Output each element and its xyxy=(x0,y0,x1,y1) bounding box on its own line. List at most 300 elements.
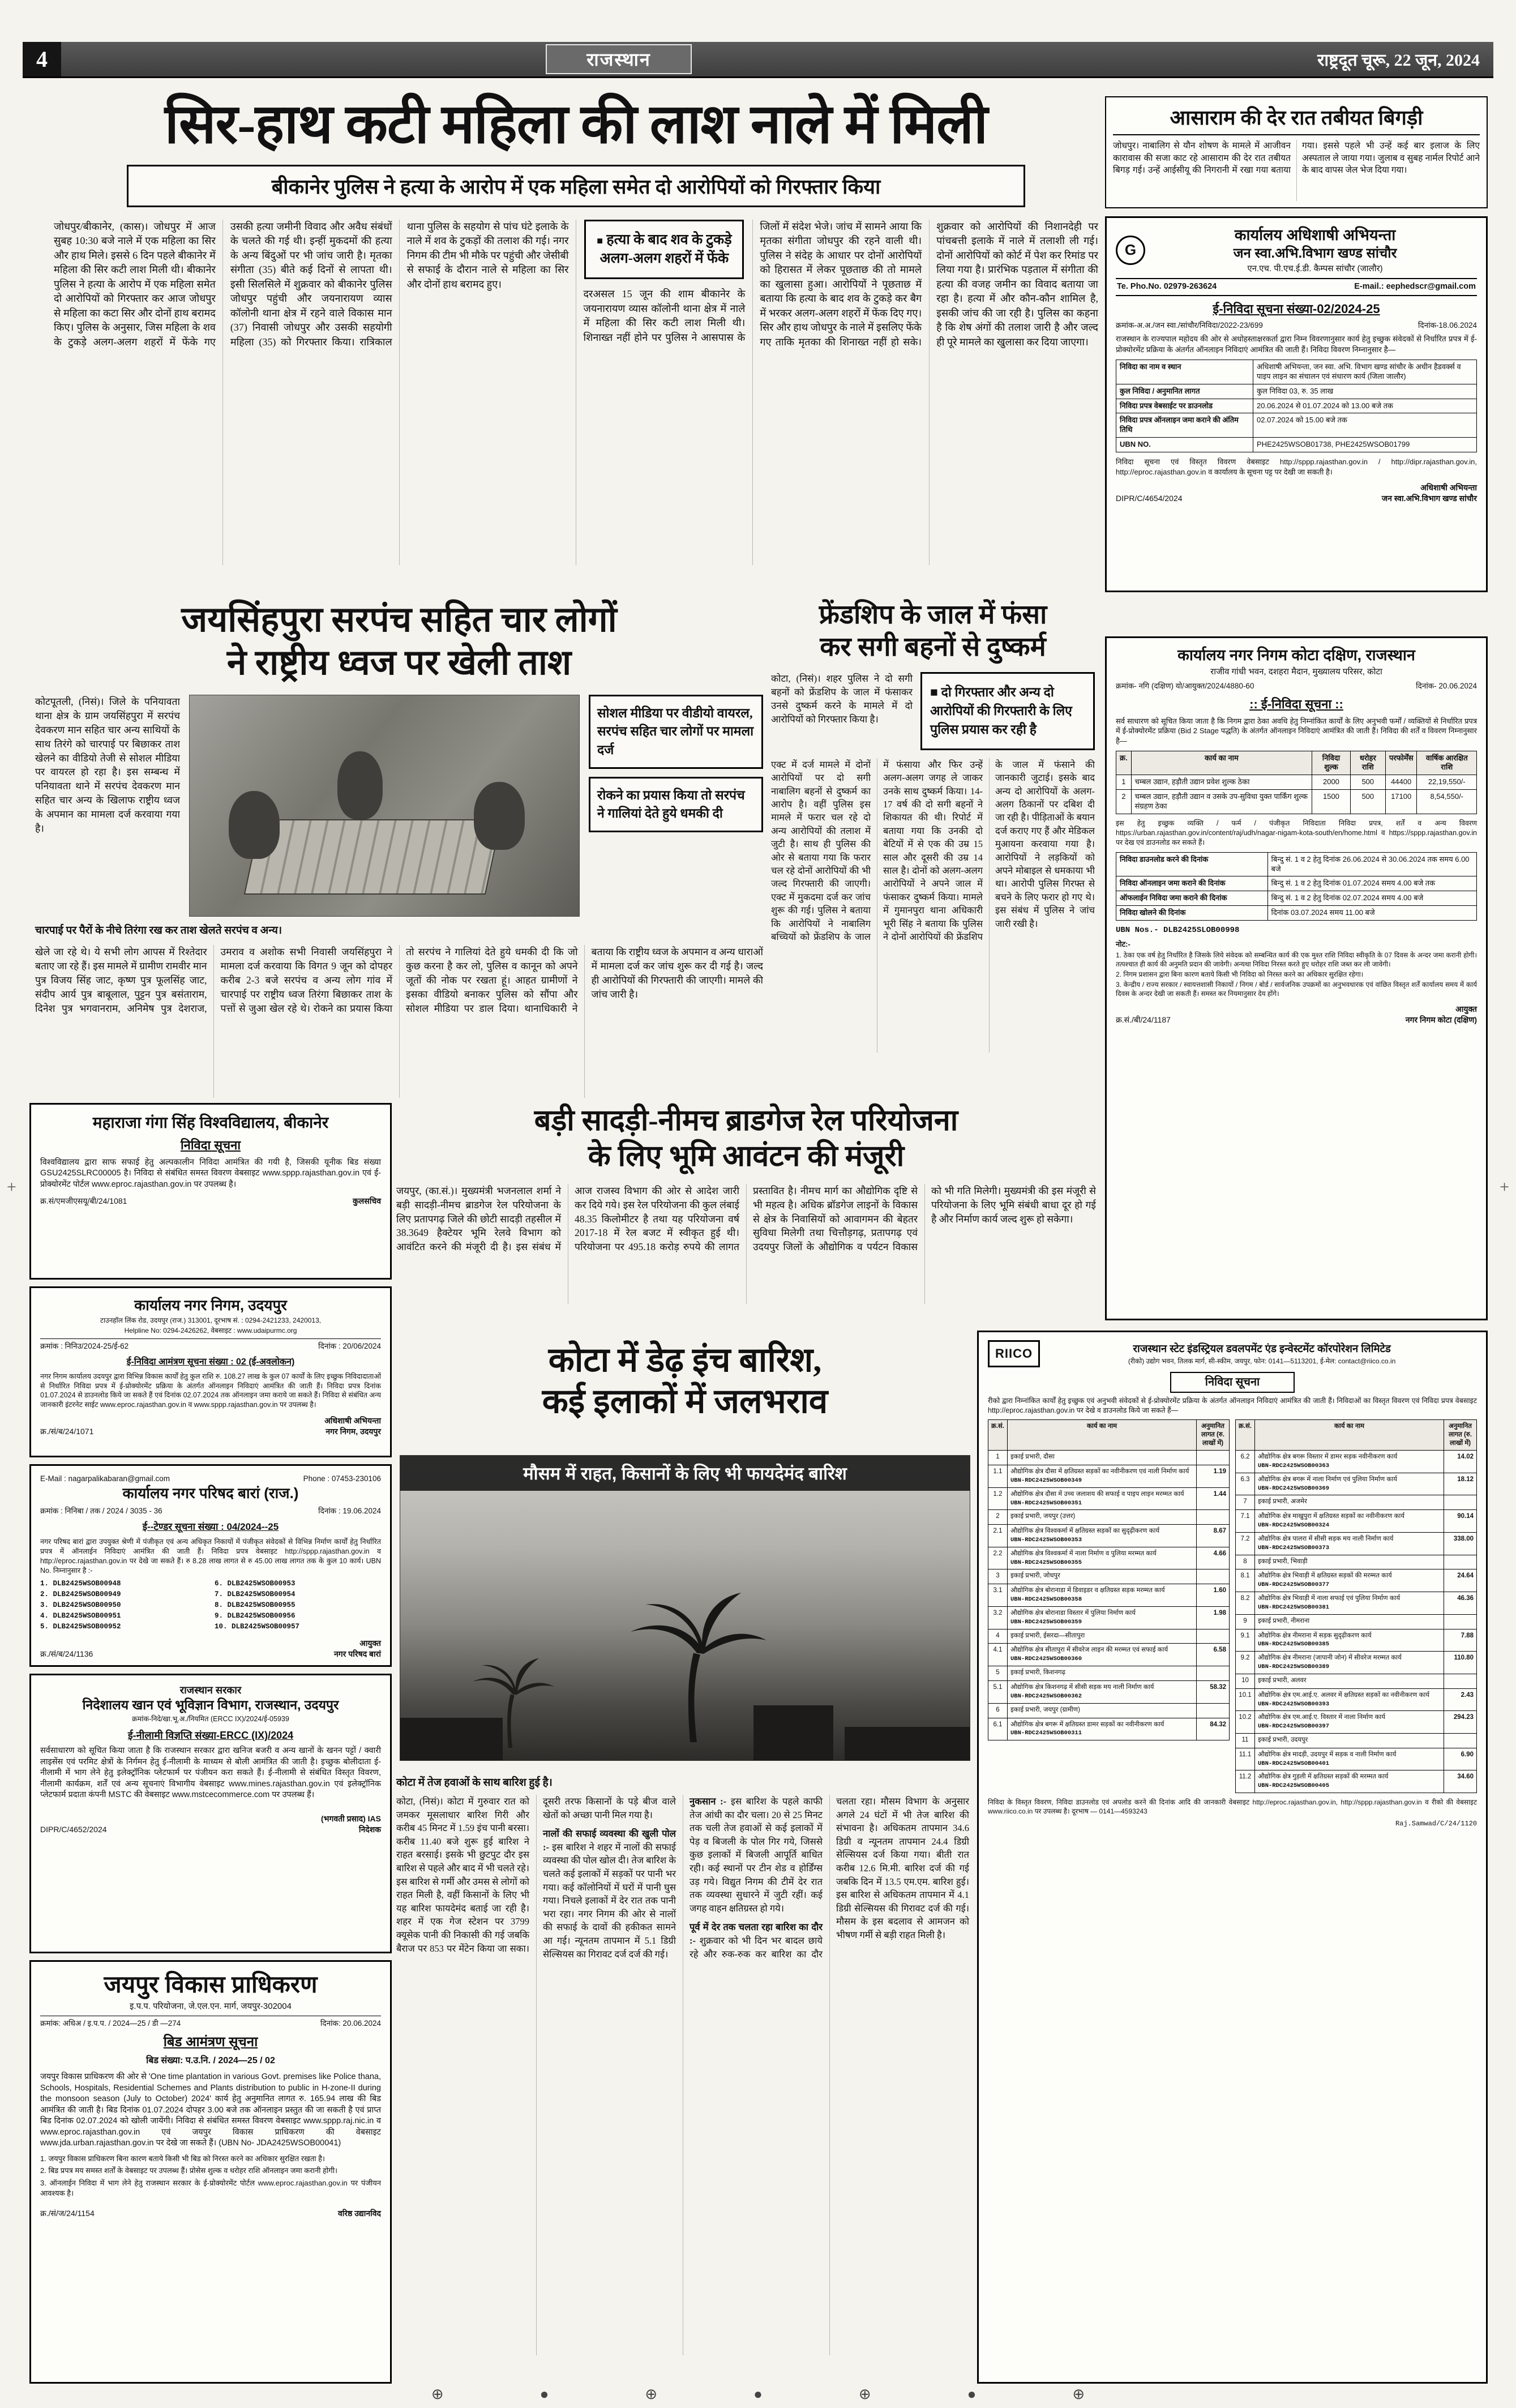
person-silhouette xyxy=(337,751,383,819)
tender-field-value: PHE2425WSOB01738, PHE2425WSOB01799 xyxy=(1253,438,1477,452)
riico-table-right xyxy=(1235,1419,1477,1793)
print-mark-icon: ● xyxy=(753,2386,763,2402)
cell-work-name: औद्योगिक क्षेत्र नीमराना (जापानी जोन) में सीवरेज मरम्मत कार्य xyxy=(1258,1654,1402,1662)
cell-serial: 11.2 xyxy=(1236,1770,1255,1793)
lead-pullquote xyxy=(584,220,744,280)
cell-ubn: UBN-RDC2425WSOB00360 xyxy=(1010,1656,1082,1663)
cell-serial: 7.1 xyxy=(1236,1510,1255,1533)
tender-field-label: UBN NO. xyxy=(1116,438,1253,452)
kota-south-notes-title: नोट:- xyxy=(1116,939,1130,948)
tender-field-value: कुल निविदा 03, रु. 35 लाख xyxy=(1253,384,1477,399)
schedule-label: निविदा डाउनलोड करने की दिनांक xyxy=(1116,852,1268,876)
cell-serial: 2.2 xyxy=(988,1547,1008,1569)
jda-signature: वरिष्ठ उद्यानविद xyxy=(337,2209,381,2218)
rain-paragraph-text: शुक्रवार को भी दिन भर बादल छाये रहे और रुक-रुक कर बारिश का दौर चलता रहा। मौसम विभाग के अनुसार अगले 24 घंटों में भी तेज बारिश की संभावना है। अधिकतम तापमान 34.6 डिग्री व न्यूनतम तापमान 24.4 डिग्री सेल्सियस दर्ज किया गया। बीती रात करीब 12.6 मि.मी. बारिश दर्ज की गई जबकि दिन में 13.5 एम.एम. बारिश हुई। इस बारिश से अधिकतम तापमान में 4.1 डिग्री सेल्सियस की गिरावट दर्ज की गई। मौसम के इस बदलाव से आमजन को भीषण गर्मी से बड़ी राहत मिली है। xyxy=(690,1796,969,1960)
cell-work xyxy=(1255,1770,1444,1793)
schedule-value: बिन्दु सं. 1 व 2 हेतु दिनांक 26.06.2024 से 30.06.2024 तक समय 6.00 बजे xyxy=(1267,852,1476,876)
cell-work-name: औद्योगिक क्षेत्र पालरा में सीसी सड़क मय नाली निर्माण कार्य xyxy=(1258,1535,1394,1542)
building-silhouette xyxy=(400,1718,503,1760)
friendship-headline-line1: फ्रेंडशिप के जाल में फंसा xyxy=(819,600,1047,630)
masthead-dateline: राष्ट्रदूत चूरू, 22 जून, 2024 xyxy=(1317,51,1480,70)
lead-story xyxy=(54,94,1098,596)
cell-amount xyxy=(1197,1703,1230,1718)
mines-title: निदेशालय खान एवं भूविज्ञान विभाग, राजस्थान, उदयपुर xyxy=(82,1697,339,1713)
table-row xyxy=(988,1666,1230,1681)
cell-serial: 10.1 xyxy=(1236,1688,1255,1711)
cell-serial: 1.2 xyxy=(988,1487,1008,1510)
cell-work-name: औद्योगिक क्षेत्र बगरू में नाला निर्माण एवं पुलिया निर्माण कार्य xyxy=(1258,1475,1397,1483)
table-row xyxy=(1116,360,1477,384)
table-row xyxy=(1236,1614,1477,1629)
cell-work xyxy=(1255,1711,1444,1734)
registration-mark: + xyxy=(7,1178,16,1196)
taash-body: खेले जा रहे थे। ये सभी लोग आपस में रिश्तेदार बताए जा रहे हैं। इस मामले में ग्रामीण रामवीर मान पुत्र विजय सिंह जाट, कृष्ण पुत्र फूलसिंह जाट, संदीप आर्य पुत्र बाबूलाल, पुट्टन पुत्र बसंताराम, दिनेश पुत्र भगवानराम, अनिमेष पुत्र देशराज, उमराव व अशोक सभी निवासी जयसिंहपुरा ने मामला दर्ज करवाया कि विगत 9 जून को दोपहर करीब 2-3 बजे सरपंच व अन्य लोग गांव में चारपाई पर राष्ट्रीय ध्वज तिरंगा बिछाकर ताश के पत्तों से जुआ खेल रहे थे। रोकने का प्रयास किया तो सरपंच ने गालियां देते हुये धमकी दी कि जो कुछ करना है कर लो, पुलिस व कानून को अपने जूतों की नोक पर रखता हूं। आहत ग्रामीणों ने इसका वीडियो बनाकर पुलिस को सौंपा और सोशल मीडिया पर डाल दिया। थानाधिकारी ने बताया कि राष्ट्रीय ध्वज के अपमान व अन्य धाराओं में मामला दर्ज कर जांच शुरू कर दी गई है। जल्द ही आरोपियों की गिरफ्तारी की जाएगी। मामले की जांच जारी है। xyxy=(35,946,763,1014)
friendship-story xyxy=(771,599,1095,1095)
jda-date: दिनांक: 20.06.2024 xyxy=(320,2018,381,2028)
kota-south-ubn: UBN Nos.- DLB2425SLOB00998 xyxy=(1116,926,1240,935)
cell-work-name: औद्योगिक क्षेत्र किशनगढ़ में सीसी सड़क मय नाली निर्माण कार्य xyxy=(1010,1683,1154,1691)
sanchore-sign-dept: जन स्वा.अभि.विभाग खण्ड सांचौर xyxy=(1381,494,1477,503)
col-performance: परफोर्मेंस xyxy=(1385,751,1417,775)
kota-south-table xyxy=(1116,751,1477,814)
tender-field-value: 20.06.2024 से 01.07.2024 को 13.00 बजे तक xyxy=(1253,399,1477,413)
table-row xyxy=(1236,1770,1477,1793)
cell-serial: 9.2 xyxy=(1236,1652,1255,1674)
table-row xyxy=(1116,876,1477,891)
cell-work xyxy=(1008,1547,1197,1569)
udaipur-bottom-ref: क्र./सं/ब/24/1071 xyxy=(40,1427,94,1436)
cell-work xyxy=(1255,1748,1444,1770)
cell-work-name: औद्योगिक क्षेत्र एम.आई.ए. विस्तार में नाला निर्माण कार्य xyxy=(1258,1714,1385,1721)
mgsu-notice-title: निविदा सूचना xyxy=(180,1138,241,1152)
col-serial: क्र.सं. xyxy=(988,1420,1008,1451)
cell-ubn: UBN-RDC2425WSOB00405 xyxy=(1258,1782,1330,1790)
kota-south-para1: इस हेतु इच्छुक व्यक्ति / फर्म / पंजीकृत निविदाता निविदा प्रपत्र, शर्तें व अन्य विवरण https://urban.rajasthan.gov.in/content/raj/udh/nagar-nigam-kota-south/en/home.html व https://sppp.rajasthan.gov.in पर देख एवं डाउनलोड कर सकते हैं। xyxy=(1116,819,1477,846)
sanchore-ref: क्रमांक-अ.अ./जन स्वा./सांचौर/निविदा/2022-23/699 xyxy=(1116,321,1263,330)
friendship-pullquote-text: दो गिरफ्तार और अन्य दो आरोपियों की गिरफ्तारी के लिए पुलिस प्रयास कर रही है xyxy=(930,685,1072,737)
mgsu-signature: कुलसचिव xyxy=(352,1196,381,1206)
railway-story xyxy=(396,1103,1096,1325)
cell-ubn: UBN-RDC2425WSOB00358 xyxy=(1010,1596,1082,1603)
taash-headline xyxy=(35,599,763,685)
table-row xyxy=(1116,790,1477,814)
square-bullet-icon: ■ xyxy=(597,234,603,246)
table-row xyxy=(1236,1688,1477,1711)
cell-work-name: इकाई प्रभारी, भिवाड़ी xyxy=(1258,1558,1308,1565)
schedule-value: बिन्दु सं. 1 व 2 हेतु दिनांक 02.07.2024 समय 4.00 बजे xyxy=(1267,891,1476,906)
kota-south-signature xyxy=(1406,1004,1477,1025)
registration-mark: + xyxy=(1500,1178,1509,1196)
col-emd: धरोहर राशि xyxy=(1350,751,1385,775)
cell-work-name: औद्योगिक क्षेत्र दौसा में उच्च जलाशय की सफाई व पाइप लाइन मरम्मत कार्य xyxy=(1010,1490,1184,1498)
cell-ubn: UBN-RDC2425WSOB00393 xyxy=(1258,1700,1330,1708)
cell-amount xyxy=(1444,1733,1477,1748)
weather-photo xyxy=(400,1455,970,1761)
cell-work-name: इकाई प्रभारी, अजमेर xyxy=(1258,1498,1307,1505)
cell-work-name: औद्योगिक क्षेत्र विश्वकर्मा में नाला निर्माण व पुलिया मरम्मत कार्य xyxy=(1010,1550,1157,1557)
taash-headline-line1: जयसिंहपुरा सरपंच सहित चार लोगों xyxy=(181,601,617,639)
cell-ubn: UBN-RDC2425WSOB00401 xyxy=(1258,1760,1330,1767)
cell-amount: 34.60 xyxy=(1444,1770,1477,1793)
square-bullet-icon: ■ xyxy=(930,685,938,699)
udaipur-ref: क्रमांक : निनिउ/2024-25/ई-62 xyxy=(40,1341,129,1350)
cell-serial: 9.1 xyxy=(1236,1629,1255,1652)
palm-tree-silhouette xyxy=(605,1572,775,1742)
asaram-headline: आसाराम की देर रात तबीयत बिगड़ी xyxy=(1113,103,1480,135)
udaipur-sign-title: अधिशाषी अभियन्ता xyxy=(324,1416,381,1426)
cell-serial: 10.2 xyxy=(1236,1711,1255,1734)
col-serial: क्र.सं. xyxy=(1236,1420,1255,1451)
kota-south-ref: क्रमांक- नगि (दक्षिण) यो/आयुक्त/2024/4880-60 xyxy=(1116,682,1254,690)
kota-south-tender xyxy=(1105,636,1488,1320)
cell-ubn: UBN-RDC2425WSOB00324 xyxy=(1258,1522,1330,1529)
table-row xyxy=(1236,1711,1477,1734)
mgsu-ref: क्र.सं/एमजीएसयू/बी/24/1081 xyxy=(40,1196,127,1206)
sanchore-office-line2: जन स्वा.अभि.विभाग खण्ड सांचौर xyxy=(1233,245,1397,261)
cell-ubn: UBN-RDC2425WSOB00377 xyxy=(1258,1581,1330,1589)
cell-work-name: चम्बल उद्यान, हड़ौती उद्यान प्रवेश शुल्क ठेका xyxy=(1131,775,1312,790)
cell-work xyxy=(1008,1487,1197,1510)
cell-serial: 6.2 xyxy=(1236,1451,1255,1473)
jda-body: जयपुर विकास प्राधिकरण की ओर से 'One time plantation in various Govt. premises like Police thana, Schools, Hospitals, Residential Schemes and Plants distribution to public in H-zone-II during the monsoon season (July to October) 2024' कार्य हेतु अनुमानित लागत रु. 165.94 लाख की बिड आमंत्रित की जाती है। बिड दिनांक 01.07.2024 दोपहर 3.00 बजे तक ऑनलाइन प्रस्तुत की जा सकती है एवं प्राप्त बिड दिनांक 02.07.2024 को खोली जायेंगी। निविदा से संबंधित समस्त विवरण वेबसाइट www.sppp.raj.nic.in व www.eproc.rajasthan.gov.in एवं जयपुर विकास प्राधिकरण की वेबसाइट www.jda.urban.rajasthan.gov.in पर देखे जा सकते हैं। (UBN No- JDA2425WSOB00041) xyxy=(40,2072,381,2148)
table-row xyxy=(1236,1451,1477,1473)
cell-amount: 14.02 xyxy=(1444,1451,1477,1473)
table-header-row xyxy=(1116,751,1477,775)
sanchore-sign-title: अधिशाषी अभियन्ता xyxy=(1420,483,1477,493)
cell-ubn: UBN-RDC2425WSOB00381 xyxy=(1258,1603,1330,1611)
mines-sign-title: निदेशक xyxy=(358,1824,381,1834)
cell-ubn: UBN-RDC2425WSOB00385 xyxy=(1258,1641,1330,1648)
cell-emd: 500 xyxy=(1350,775,1385,790)
kota-south-title: कार्यालय नगर निगम कोटा दक्षिण, राजस्थान xyxy=(1177,647,1415,664)
sanchore-email: E-mail.: eephedscr@gmail.com xyxy=(1354,282,1476,291)
udaipur-notice-title: ई-निविदा आमंत्रण सूचना संख्या : 02 (ई-अवलोकन) xyxy=(126,1357,295,1367)
cell-amount: 6.90 xyxy=(1444,1748,1477,1770)
rain-headline-line1: कोटा में डेढ़ इंच बारिश, xyxy=(548,1341,822,1379)
col-work-name: कार्य का नाम xyxy=(1131,751,1312,775)
cell-amount: 24.64 xyxy=(1444,1569,1477,1592)
mines-notice-title: ई-नीलामी विज्ञप्ति संख्या-ERCC (IX)/2024 xyxy=(127,1729,294,1741)
person-silhouette xyxy=(229,791,280,859)
col-estimated-cost: अनुमानित लागत (रु. लाखों में) xyxy=(1444,1420,1477,1451)
cell-work xyxy=(1255,1614,1444,1629)
baran-sign-dept: नगर परिषद बारां xyxy=(334,1649,381,1658)
col-reserve-amount: वार्षिक आरक्षित राशि xyxy=(1417,751,1477,775)
cell-ubn: UBN-RDC2425WSOB00373 xyxy=(1258,1544,1330,1551)
cell-amount: 338.00 xyxy=(1444,1532,1477,1555)
cell-serial: 6.1 xyxy=(988,1718,1008,1740)
cell-serial: 1.1 xyxy=(988,1465,1008,1488)
tender-field-label: निविदा का नाम व स्थान xyxy=(1116,360,1253,384)
table-row xyxy=(1116,384,1477,399)
cell-work xyxy=(1255,1451,1444,1473)
baran-notice-title: ई--टेण्डर सूचना संख्या : 04/2024--25 xyxy=(142,1521,279,1532)
cell-work xyxy=(1008,1718,1197,1740)
kota-south-intro: सर्व साधारण को सूचित किया जाता है कि निगम द्वारा ठेका अवधि हेतु निम्नांकित कार्यों के लिए अनुभवी फर्मों / व्यक्तियों से निर्धारित प्रपत्र में ई-प्रोक्योरमेंट प्रक्रिया (Bid 2 Stage पद्धति) के अंतर्गत ऑनलाइन निविदाएं आमंत्रित की जाती हैं। निविदा की शर्तें व विवरण निम्नानुसार है— xyxy=(1116,716,1477,745)
cell-performance: 17100 xyxy=(1385,790,1417,814)
cell-work xyxy=(1008,1451,1197,1465)
jda-tender xyxy=(29,1960,392,2384)
mines-sign-name: (भगवती प्रसाद) IAS xyxy=(320,1814,381,1824)
cell-amount: 294.23 xyxy=(1444,1711,1477,1734)
cell-tender-fee: 2000 xyxy=(1312,775,1351,790)
cell-serial: 4 xyxy=(988,1629,1008,1644)
cell-work-name: औद्योगिक क्षेत्र गुड़ली में क्षतिग्रस्त सड़कों की मरम्मत कार्य xyxy=(1258,1773,1389,1781)
cell-work xyxy=(1255,1510,1444,1533)
tender-field-label: निविदा प्रपत्र ऑनलाइन जमा कराने की अंतिम तिथि xyxy=(1116,413,1253,438)
kota-south-address: राजीव गांधी भवन, दशहरा मैदान, मुख्यालय परिसर, कोटा xyxy=(1210,666,1382,677)
cell-work xyxy=(1255,1733,1444,1748)
cell-work xyxy=(1008,1510,1197,1525)
ubn-item: 5. DLB2425WSOB00952 xyxy=(40,1622,121,1631)
cell-amount: 90.14 xyxy=(1444,1510,1477,1533)
note-item: 2. बिड प्रपत्र मय समस्त शर्तों के वेबसाइट पर उपलब्ध हैं। प्रोसेस शुल्क व धरोहर राशि ऑनलाइन जमा करानी होगी। xyxy=(40,2166,338,2175)
cell-tender-fee: 1500 xyxy=(1312,790,1351,814)
tender-field-value: 02.07.2024 को 15.00 बजे तक xyxy=(1253,413,1477,438)
cell-work-name: इकाई प्रभारी, नीमराना xyxy=(1258,1617,1310,1624)
note-item: 3. केन्द्रीय / राज्य सरकार / स्वायत्तशासी निकायों / निगम / बोर्ड / सार्वजनिक उपक्रमों का अनुभवधारक एवं वांछित विस्तृत शर्तें कार्यालय समय में कार्य दिवस के अन्दर देखी जा सकती हैं। समस्त कर नियमानुसार देय होंगे। xyxy=(1116,981,1477,998)
baran-tender xyxy=(29,1464,392,1667)
cell-ubn: UBN-RDC2425WSOB00355 xyxy=(1010,1559,1082,1566)
table-row xyxy=(1236,1748,1477,1770)
weather-photo-caption: मौसम में राहत, किसानों के लिए भी फायदेमंद बारिश xyxy=(400,1456,970,1491)
table-row xyxy=(1116,891,1477,906)
col-estimated-cost: अनुमानित लागत (रु. लाखों में) xyxy=(1197,1420,1230,1451)
cell-serial: 3.1 xyxy=(988,1584,1008,1607)
cell-work xyxy=(1255,1473,1444,1495)
cell-amount: 84.32 xyxy=(1197,1718,1230,1740)
baran-signature xyxy=(334,1638,381,1659)
cell-work-name: इकाई प्रभारी, जोधपुर xyxy=(1010,1572,1060,1580)
table-header-row xyxy=(1236,1420,1477,1451)
cell-ubn: UBN-RDC2425WSOB00389 xyxy=(1258,1663,1330,1671)
cell-work-name: इकाई प्रभारी, दौसा xyxy=(1010,1453,1055,1461)
cell-ubn: UBN-RDC2425WSOB00349 xyxy=(1010,1477,1082,1485)
cell-work xyxy=(1008,1629,1197,1644)
udaipur-tender xyxy=(29,1286,392,1457)
building-silhouette xyxy=(753,1705,833,1760)
cell-serial: 11 xyxy=(1236,1733,1255,1748)
cell-amount xyxy=(1197,1629,1230,1644)
ubn-item: 7. DLB2425WSOB00954 xyxy=(215,1590,296,1599)
cell-ubn: UBN-RDC2425WSOB00311 xyxy=(1010,1730,1082,1737)
table-row xyxy=(1116,438,1477,452)
table-row xyxy=(1236,1473,1477,1495)
riico-intro: रीको द्वारा निम्नांकित कार्यों हेतु इच्छुक एवं अनुभवी संवेदकों से ई-प्रोक्योरमेंट प्रक्रिया के अंतर्गत ऑनलाइन निविदाएं आमंत्रित की जाती हैं। निविदाओं का विस्तृत विवरण एवं निविदा प्रपत्र वेबसाइट http://eproc.rajasthan.gov.in पर देखे व डाउनलोड किये जा सकते हैं— xyxy=(988,1396,1477,1414)
sanchore-dipr-ref: DIPR/C/4654/2024 xyxy=(1116,494,1183,503)
cell-work-name: औद्योगिक क्षेत्र बोरानाडा में डिवाइडर व क्षतिग्रस्त सड़क मरम्मत कार्य xyxy=(1010,1587,1165,1594)
cell-work-name: औद्योगिक क्षेत्र मादड़ी, उदयपुर में सड़क व नाली निर्माण कार्य xyxy=(1258,1751,1397,1758)
kota-south-sign-title: आयुक्त xyxy=(1455,1004,1477,1014)
rain-paragraph-lead: पूर्व में देर तक चलता रहा बारिश का दौर :- xyxy=(690,1922,823,1946)
udaipur-signature xyxy=(324,1415,381,1437)
cell-serial: 2.1 xyxy=(988,1525,1008,1547)
railway-headline-line2: के लिए भूमि आवंटन की मंजूरी xyxy=(588,1140,905,1173)
cell-ubn: UBN-RDC2425WSOB00369 xyxy=(1258,1485,1330,1492)
friendship-body: एक्ट में दर्ज मामले में दोनों आरोपियों पर दो सगी नाबालिग बहनों से दुष्कर्म का आरोप है। वहीं पुलिस इस मामले में फरार चल रहे दो अन्य आरोपियों की तलाश में जुटी है। साथ ही पुलिस की ओर से बताया गया कि फरार चल रहे दोनों आरोपियों की भी जल्द गिरफ्तारी की जाएगी। एक्ट में मुकदमा दर्ज कर जांच शुरू की गई। पुलिस ने बताया कि आरोपियों ने नाबालिग बच्चियों को फ्रेंडशिप के जाल में फंसाया और फिर उन्हें अलग-अलग जगह ले जाकर उनके साथ दुष्कर्म किया। 14-17 वर्ष की दो सगी बहनों ने शिकायत की थी। रिपोर्ट में बताया गया कि उनकी दो बेटियों में से एक की उम्र 15 साल और दूसरी की उम्र 14 साल है। दोनों को अलग-अलग आरोपियों ने अपने जाल में फंसाकर दुष्कर्म किया। मामले में गुमानपुरा थाना अधिकारी भूरी सिंह ने बताया कि पुलिस ने दोनों आरोपियों की फ्रेंडशिप के जाल में फंसाने की जानकारी जुटाई। इसके बाद अन्य दो आरोपियों के अलग-अलग ठिकानों पर दबिश दी जा रही है। पीड़िताओं के बयान दर्ज कराए गए हैं और मेडिकल मुआयना करवाया गया है। आरोपियों ने लड़कियों को अपने मोबाइल से धमकाया भी था। आरोपी पुलिस गिरफ्त से बचने के लिए फरार हो गए थे। इस संबंध में पुलिस ने जांच जारी रखी है। xyxy=(771,759,1095,943)
table-row xyxy=(988,1510,1230,1525)
mines-dipr-ref: DIPR/C/4652/2024 xyxy=(40,1824,107,1834)
baran-sign-title: आयुक्त xyxy=(359,1638,381,1648)
asaram-body: जोधपुर। नाबालिग से यौन शोषण के मामले में आजीवन कारावास की सजा काट रहे आसाराम की देर रात तबीयत बिगड़ गई। उन्हें आईसीयू की निगरानी में रखा गया बताया गया। इससे पहले भी उन्हें कई बार इलाज के लिए अस्पताल ले जाया गया। जुलाब व सुबह नार्मल रिपोर्ट आने के बाद वापस जेल भेज दिया गया। xyxy=(1113,141,1480,176)
baran-ref: क्रमांक : निनिबा / तक / 2024 / 3035 - 36 xyxy=(40,1506,162,1515)
table-row xyxy=(988,1547,1230,1569)
table-row xyxy=(1236,1733,1477,1748)
jda-notice-title: बिड आमंत्रण सूचना xyxy=(163,2034,258,2050)
cell-reserve-amount: 8,54,550/- xyxy=(1417,790,1477,814)
lead-body xyxy=(54,220,1098,565)
table-row xyxy=(988,1465,1230,1488)
riico-title: राजस्थान स्टेट इंडस्ट्रियल डवलपमेंट एंड इन्वेस्टमेंट कॉरपोरेशन लिमिटेड xyxy=(1133,1342,1391,1354)
building-silhouette xyxy=(845,1727,970,1760)
table-row xyxy=(1236,1592,1477,1615)
cell-serial: 2 xyxy=(988,1510,1008,1525)
cell-work xyxy=(1008,1584,1197,1607)
lead-headline: सिर-हाथ कटी महिला की लाश नाले में मिली xyxy=(164,94,988,155)
table-row xyxy=(988,1718,1230,1740)
print-mark-icon: ⊕ xyxy=(1072,2386,1085,2402)
col-work-name: कार्य का नाम xyxy=(1008,1420,1197,1451)
jda-bottom-ref: क्र./सं/ज/24/1154 xyxy=(40,2209,95,2218)
mgsu-title: महाराजा गंगा सिंह विश्वविद्यालय, बीकानेर xyxy=(92,1114,329,1131)
cell-work xyxy=(1255,1569,1444,1592)
jda-notes xyxy=(40,2154,381,2198)
lead-body-part1: जोधपुर/बीकानेर, (कास)। जोधपुर में आज सुबह 10:30 बजे नाले में एक महिला का सिर और हाथ मिले। इससे 6 दिन पहले बीकानेर में महिला की सिर कटी लाश मिली थी। बीकानेर पुलिस ने हत्या के आरोप में एक महिला समेत दो आरोपियों को गिरफ्तार कर आज जोधपुर से महिला का कटा सिर और दोनों हाथ बरामद किए। पुलिस के अनुसार, जिस महिला के शव के टुकड़े अलग-अलग शहरों में फेंके गए उसकी हत्या जमीनी विवाद और अवैध संबंधों के चलते की गई थी। इन्हीं मुकदमों की हत्या के अन्य बिंदुओं पर भी जांच जारी है। मृतका संगीता (35) बीते कई दिनों से लापता थी। इसी सिलसिले में शुक्रवार को बीकानेर पुलिस जोधपुर पहुंची और जयनारायण व्यास कॉलोनी थाना क्षेत्र में रहने वाले विकास मान (37) निवासी जोधपुर और उसकी सहयोगी महिला (35) को गिरफ्तार किया। रात्रिकाल थाना पुलिस के सहयोग से पांच घंटे इलाके के नाले में शव के टुकड़ों की तलाश की गई। नगर निगम की टीम भी मौके पर पहुंची और जेसीबी से सफाई के दौरान नाले से महिला का सिर और दोनों हाथ बरामद हुए। xyxy=(54,220,569,348)
rain-paragraph-text: कोटा, (निसं)। कोटा में गुरुवार रात को जमकर मूसलाधार बारिश गिरी और करीब 45 मिनट में 1.59 इंच पानी बरसा। करीब 11.40 बजे शुरू हुई बारिश ने राहत बरसाई। इसके भी छुटपुट दौर इस बारिश से पहले और बाद में भी चलते रहे। इस बारिश से गर्मी और उमस से लोगों को राहत मिली है, वहीं किसानों के लिए भी यह बारिश फायदेमंद बताई जा रही है। शहर में एक गेज स्टेशन पर 3799 क्यूसेक पानी की निकासी की गई जबकि बैराज पर 853 पर मेंटेन किया जा सका। दूसरी तरफ किसानों के पड़े बीज वाले खेतों को अच्छा पानी मिल गया है। xyxy=(396,1796,676,1954)
table-row xyxy=(988,1606,1230,1629)
cell-serial: 7 xyxy=(1236,1495,1255,1510)
table-row xyxy=(1116,775,1477,790)
cell-work-name: चम्बल उद्यान, हड़ौती उद्यान व उसके उप-सुविधा युक्त पार्किंग शुल्क संग्रहण ठेका xyxy=(1131,790,1312,814)
department-emblem-icon: G xyxy=(1116,236,1145,265)
table-row xyxy=(1236,1674,1477,1688)
sanchore-phone: Te. Pho.No. 02979-263624 xyxy=(1117,282,1217,291)
cell-work-name: औद्योगिक क्षेत्र विश्वकर्मा में क्षतिग्रस्त सड़कों का सुदृढ़ीकरण कार्य xyxy=(1010,1528,1160,1535)
cell-serial: 9 xyxy=(1236,1614,1255,1629)
cell-amount: 7.88 xyxy=(1444,1629,1477,1652)
cell-work-name: इकाई प्रभारी, जयपुर (ग्रामीण) xyxy=(1010,1706,1080,1713)
udaipur-address1: टाउनहॉल लिंक रोड, उदयपुर (राज.) 313001, दूरभाष सं. : 0294-2421233, 2420013, xyxy=(100,1316,322,1324)
table-row xyxy=(1236,1495,1477,1510)
cell-work xyxy=(1255,1592,1444,1615)
baran-email: E-Mail : nagarpalikabaran@gmail.com xyxy=(40,1474,170,1483)
rain-story xyxy=(396,1774,969,2384)
cell-work xyxy=(1255,1674,1444,1688)
cell-emd: 500 xyxy=(1350,790,1385,814)
cell-work xyxy=(1008,1680,1197,1703)
table-row xyxy=(988,1680,1230,1703)
cell-work xyxy=(1255,1652,1444,1674)
cell-work-name: औद्योगिक क्षेत्र बोरानाडा विस्तार में पुलिया निर्माण कार्य xyxy=(1010,1609,1136,1616)
table-row xyxy=(1116,413,1477,438)
mines-body: सर्वसाधारण को सूचित किया जाता है कि राजस्थान सरकार द्वारा खनिज बजरी व अन्य खानों के खनन पट्टों / क्वारी लाइसेंस एवं परमिट क्षेत्रों के निर्गमन हेतु ई-नीलामी के माध्यम से बोली आमंत्रित की जाती है। इच्छुक बोलीदाता ई-नीलामी में भाग लेने हेतु इलेक्ट्रॉनिक प्लेटफार्म पर पंजीयन करा सकते हैं। ई-नीलामी से संबंधित विस्तृत विवरण, नीलामी कार्यक्रम, शर्तें एवं अन्य सूचनाएं विभागीय वेबसाइट www.mines.rajasthan.gov.in एवं इलेक्ट्रॉनिक प्लेटफार्म प्रदाता कंपनी MSTC की वेबसाइट www.mstcecommerce.com पर उपलब्ध हैं। xyxy=(40,1746,381,1800)
print-mark-icon: ● xyxy=(539,2386,549,2402)
cell-work xyxy=(1008,1465,1197,1488)
table-header-row xyxy=(988,1420,1230,1451)
cell-work xyxy=(1008,1606,1197,1629)
cell-work-name: औद्योगिक क्षेत्र बगरू विस्तार में डामर सड़क नवीनीकरण कार्य xyxy=(1258,1453,1398,1461)
table-row xyxy=(1116,852,1477,876)
cell-serial: 3.2 xyxy=(988,1606,1008,1629)
col-tender-fee: निविदा शुल्क xyxy=(1312,751,1351,775)
riico-note: निविदा के विस्तृत विवरण, निविदा डाउनलोड एवं अपलोड करने की दिनांक आदि की जानकारी वेबसाइट http://eproc.rajasthan.gov.in, http://sppp.rajasthan.gov.in व रीको की वेबसाइट www.riico.co.in पर उपलब्ध है। दूरभाष — 0141—4593243 xyxy=(988,1798,1477,1816)
print-mark-icon: ⊕ xyxy=(431,2386,444,2402)
udaipur-date: दिनांक : 20/06/2024 xyxy=(318,1341,381,1350)
sanchore-office-line1: कार्यालय अधिशाषी अभियन्ता xyxy=(1234,226,1396,243)
rain-headline-line2: कई इलाकों में जलभराव xyxy=(542,1383,828,1421)
cell-ubn: UBN-RDC2425WSOB00351 xyxy=(1010,1499,1082,1507)
cell-serial: 1 xyxy=(1116,775,1132,790)
cell-work xyxy=(1008,1703,1197,1718)
cell-work xyxy=(1008,1525,1197,1547)
table-row xyxy=(1236,1652,1477,1674)
table-row xyxy=(1236,1555,1477,1569)
friendship-intro: कोटा, (निसं)। शहर पुलिस ने दो सगी बहनों को फ्रेंडशिप के जाल में फंसाकर उनसे दुष्कर्म करने के मामले में दो आरोपियों को गिरफ्तार किया है। xyxy=(771,673,913,725)
tender-field-value: अधिशाषी अभियन्ता, जन स्वा. अभि. विभाग खण्ड सांचौर के अधीन हैडवर्क्स व पाइप लाइन का संचालन एवं संधारण कार्य (जिला जालौर) xyxy=(1253,360,1477,384)
riico-notice-title: निविदा सूचना xyxy=(1170,1372,1295,1393)
schedule-label: ऑफलाईन निविदा जमा कराने की दिनांक xyxy=(1116,891,1268,906)
kota-south-notice-title: :: ई-निविदा सूचना :: xyxy=(1249,697,1343,712)
railway-headline-line1: बड़ी सादड़ी-नीमच ब्राडगेज रेल परियोजना xyxy=(534,1105,958,1137)
mines-govt: राजस्थान सरकार xyxy=(179,1684,242,1696)
table-row xyxy=(988,1629,1230,1644)
cell-work-name: इकाई प्रभारी, ईसरदा—सीतापुरा xyxy=(1010,1632,1085,1639)
page-header xyxy=(23,42,1493,78)
table-row xyxy=(1236,1532,1477,1555)
cell-amount: 6.58 xyxy=(1197,1644,1230,1666)
udaipur-address2: Helpline No: 0294-2426262, वेबसाइट : www.udaipurmc.org xyxy=(124,1326,297,1335)
jda-bid-number: बिड संख्या: प.उ.नि. / 2024—25 / 02 xyxy=(146,2056,275,2066)
cell-work-name: इकाई प्रभारी, उदयपुर xyxy=(1258,1736,1308,1743)
cell-serial: 5 xyxy=(988,1666,1008,1681)
ubn-item: 4. DLB2425WSOB00951 xyxy=(40,1612,121,1620)
sanchore-signature xyxy=(1382,482,1477,504)
sanchore-office-line3: एन.एच. पी.एच.ई.डी. कैम्पस सांचौर (जालौर) xyxy=(1247,263,1383,273)
cell-amount: 1.19 xyxy=(1197,1465,1230,1488)
ubn-item: 2. DLB2425WSOB00949 xyxy=(40,1590,121,1599)
cell-serial: 1 xyxy=(988,1451,1008,1465)
cell-work-name: इकाई प्रभारी, किशनगढ़ xyxy=(1010,1669,1065,1676)
cell-amount: 110.80 xyxy=(1444,1652,1477,1674)
note-item: 3. ऑनलाईन निविदा में भाग लेने हेतु राजस्थान सरकार के ई-प्रोक्योरमेंट पोर्टल www.eproc.rajasthan.gov.in पर पंजीयन आवश्यक है। xyxy=(40,2178,381,2197)
cell-ubn: UBN-RDC2425WSOB00353 xyxy=(1010,1537,1082,1544)
kota-south-notes xyxy=(1116,951,1477,999)
taash-photo-caption: चारपाई पर पैरों के नीचे तिरंगा रख कर ताश खेलते सरपंच व अन्य। xyxy=(35,925,282,937)
baran-ubn-list xyxy=(40,1579,381,1632)
print-mark-icon: ⊕ xyxy=(858,2386,871,2402)
cell-work-name: इकाई प्रभारी, अलवर xyxy=(1258,1676,1307,1684)
cell-amount xyxy=(1197,1666,1230,1681)
print-marks-row xyxy=(0,2386,1516,2403)
sanchore-notice-title: ई-निविदा सूचना संख्या-02/2024-25 xyxy=(1213,301,1380,316)
cell-amount xyxy=(1444,1495,1477,1510)
sanchore-tender xyxy=(1105,216,1488,592)
ubn-item: 9. DLB2425WSOB00956 xyxy=(215,1612,296,1620)
baran-date: दिनांक : 19.06.2024 xyxy=(318,1506,381,1515)
taash-story xyxy=(35,599,763,1095)
cell-amount: 2.43 xyxy=(1444,1688,1477,1711)
mines-signature xyxy=(321,1814,381,1835)
table-row xyxy=(1116,399,1477,413)
taash-photo xyxy=(189,695,580,917)
note-item: 1. ठेका एक वर्ष हेतु निर्धारित है जिसके लिये संवेदक को सम्बन्धित कार्य की एक मुश्त राशि निविदा स्वीकृति के 07 दिवस के अन्दर जमा करानी होगी। तत्पश्चात ही कार्य की अनुमति प्रदान की जावेगी। अन्यथा निविदा निरस्त करते हुए धरोहर राशि जब्त कर ली जावेगी। xyxy=(1116,951,1477,968)
table-row xyxy=(988,1703,1230,1718)
mgsu-tender xyxy=(29,1103,392,1280)
jda-address: इ.प.प. परियोजना, जे.एल.एन. मार्ग, जयपुर-302004 xyxy=(130,2001,292,2011)
rain-paragraph xyxy=(543,1827,676,1961)
riico-address: (रीको) उद्योग भवन, तिलक मार्ग, सी-स्कीम, जयपुर, फोन: 0141—5113201, ई-मेल: contact@riico.co.in xyxy=(1128,1357,1396,1365)
person-silhouette xyxy=(474,782,525,850)
